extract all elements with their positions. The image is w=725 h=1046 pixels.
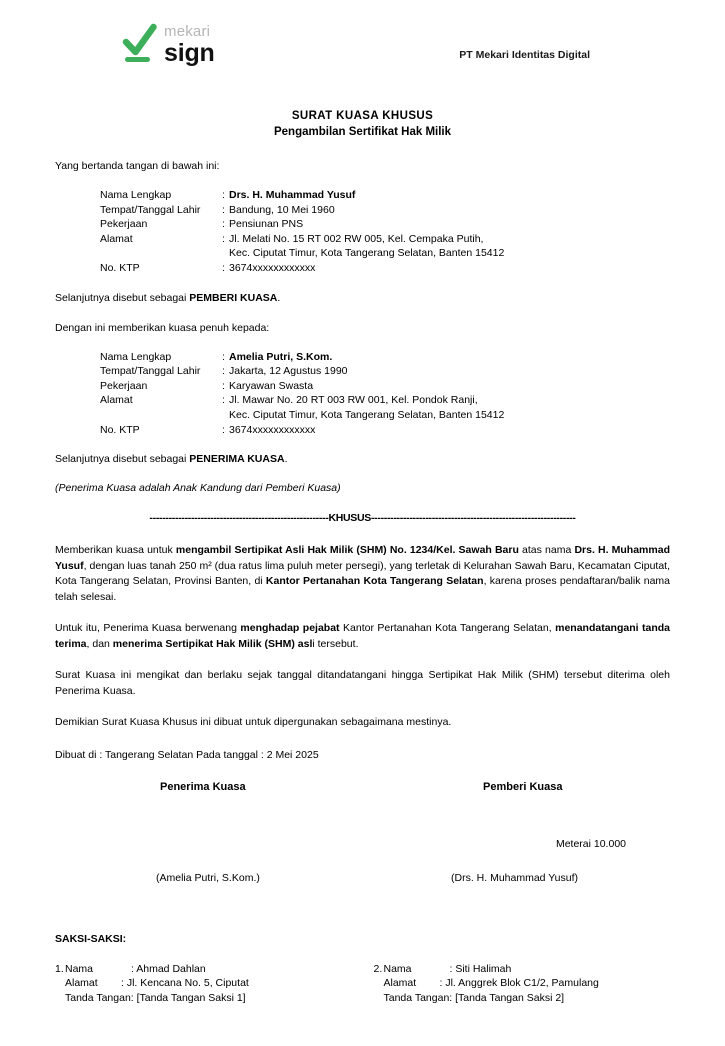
grantor-address-line1: Jl. Melati No. 15 RT 002 RW 005, Kel. Cempaka Putih, — [229, 232, 484, 245]
grantor-role-label: PEMBERI KUASA — [189, 291, 278, 304]
witness-section-title: SAKSI-SAKSI: — [55, 932, 127, 945]
grantee-address-row — [100, 393, 670, 408]
document-page — [0, 22, 725, 1046]
grant-intro-text: Dengan ini memberikan kuasa penuh kepada: — [55, 321, 270, 334]
grantor-name-colon: : — [222, 189, 225, 201]
witness-2-number: 2. — [373, 962, 383, 975]
witness-2-name-row — [374, 962, 671, 977]
made-at-line: Dibuat di : Tangerang Selatan Pada tanggal : 2 Mei 2025 — [55, 748, 319, 761]
khusus-dashes-right: ---------------------------------------------------------------- — [370, 512, 576, 525]
grantor-id-colon: : — [222, 261, 225, 274]
paragraph-authority-powers-run-3: menandatangani tanda terima — [55, 622, 671, 650]
grantor-statement-suffix: . — [277, 291, 281, 304]
document-title-block — [55, 108, 670, 140]
grantor-address-row — [100, 232, 670, 247]
grantor-birth-value: Bandung, 10 Mei 1960 — [229, 203, 335, 216]
green-check-icon — [122, 22, 158, 68]
paragraph-authority-powers-run-5: menerima Sertipikat Hak Milik (SHM) asl — [112, 637, 313, 650]
paragraph-authority-scope-run-5: Kantor Pertanahan Kota Tangerang Selatan — [265, 575, 484, 588]
witness-1-signature-row: Tanda Tangan: [Tanda Tangan Saksi 1] — [65, 991, 246, 1004]
grantee-address-colon: : — [222, 394, 225, 407]
grantee-job-label: Pekerjaan — [100, 379, 148, 392]
paragraph-validity-period-run-0: Surat Kuasa ini mengikat dan berlaku sejak tanggal ditandatangani hingga Sertipikat Hak Milik (SHM) tersebut diterima oleh Penerima Kuasa. — [55, 669, 670, 697]
grantor-job-label: Pekerjaan — [100, 218, 148, 231]
logo-mekari-text: mekari — [164, 23, 211, 40]
grantee-id-value: 3674xxxxxxxxxxxx — [229, 423, 316, 436]
grantee-name-row — [100, 350, 670, 365]
witness-column-1 — [55, 962, 352, 1006]
grantor-name-label: Nama Lengkap — [100, 189, 172, 201]
document-subtitle: Pengambilan Sertifikat Hak Milik — [273, 126, 452, 138]
grantee-job-row — [100, 379, 670, 394]
grantor-address-label: Alamat — [100, 232, 133, 245]
relation-note: (Penerima Kuasa adalah Anak Kandung dari Pemberi Kuasa) — [55, 482, 341, 495]
grantee-name-colon: : — [222, 350, 225, 363]
stamp-note: Meterai 10.000 — [555, 837, 626, 850]
signature-names — [55, 872, 670, 892]
witness-2-address-label: Alamat — [383, 977, 417, 990]
witness-2-address-value: : Jl. Anggrek Blok C1/2, Pamulang — [439, 977, 599, 990]
witness-grid — [55, 962, 670, 1006]
grantee-statement-suffix: . — [284, 453, 288, 466]
grantor-name-value: Drs. H. Muhammad Yusuf — [229, 189, 356, 201]
paragraph-authority-powers-run-2: Kantor Pertanahan Kota Tangerang Selatan, — [339, 622, 556, 635]
grantor-birth-colon: : — [222, 203, 225, 216]
grantee-name-label: Nama Lengkap — [100, 350, 172, 363]
company-name: PT Mekari Identitas Digital — [459, 49, 590, 61]
paragraph-authority-powers — [55, 621, 670, 652]
document-title: SURAT KUASA KHUSUS — [291, 110, 434, 122]
grantor-address-colon: : — [222, 232, 225, 245]
grantor-address-line2: Kec. Ciputat Timur, Kota Tangerang Selatan, Banten 15412 — [229, 247, 505, 260]
witness-column-2 — [374, 962, 671, 1006]
grantee-birth-row — [100, 364, 670, 379]
paragraph-authority-scope-run-1: mengambil Sertipikat Asli Hak Milik (SHM) No. 1234/Kel. Sawah Baru — [175, 544, 519, 557]
paragraph-authority-scope-run-3: Drs. H. Muhammad Yusuf — [55, 544, 670, 572]
grantor-job-value: Pensiunan PNS — [229, 218, 304, 231]
logo-sign-text: sign — [164, 39, 215, 67]
witness-2-address-row — [374, 976, 671, 991]
signature-name-grantor: (Drs. H. Muhammad Yusuf) — [451, 871, 579, 884]
witness-2-name-label: Nama — [383, 962, 412, 975]
grantor-name-row — [100, 188, 670, 203]
grantee-job-colon: : — [222, 379, 225, 392]
witness-1-name-value: : Ahmad Dahlan — [131, 962, 206, 975]
grantor-birth-label: Tempat/Tanggal Lahir — [100, 203, 201, 216]
grantor-id-label: No. KTP — [100, 261, 140, 274]
paragraph-authority-powers-run-6: i tersebut. — [312, 637, 359, 650]
grantor-job-colon: : — [222, 218, 225, 231]
paragraph-authority-scope-run-0: Memberikan kuasa untuk — [55, 544, 176, 557]
grantee-address-label: Alamat — [100, 394, 133, 407]
witness-1-name-row — [55, 962, 352, 977]
grantee-id-colon: : — [222, 423, 225, 436]
khusus-label: KHUSUS — [328, 512, 371, 525]
signature-heading-grantee: Penerima Kuasa — [160, 780, 246, 793]
witness-1-name-label: Nama — [65, 962, 94, 975]
paragraph-authority-scope-run-6: , karena proses pendaftaran/balik nama telah selesai. — [55, 575, 670, 603]
grantee-name-value: Amelia Putri, S.Kom. — [229, 350, 333, 363]
paragraph-authority-powers-run-1: menghadap pejabat — [240, 622, 340, 635]
grantee-statement — [55, 452, 670, 467]
logo-wordmark — [164, 24, 215, 66]
grantor-id-row — [100, 261, 670, 276]
mekari-sign-logo — [122, 22, 215, 68]
document-header — [0, 22, 725, 94]
grantee-details — [100, 350, 670, 438]
grantee-role-label: PENERIMA KUASA — [189, 453, 285, 466]
grantor-statement — [55, 291, 670, 306]
signature-heading-grantor: Pemberi Kuasa — [483, 780, 563, 793]
khusus-divider — [55, 512, 670, 524]
paragraph-container — [55, 543, 670, 731]
grantee-address-line1: Jl. Mawar No. 20 RT 003 RW 001, Kel. Pondok Ranji, — [229, 394, 478, 407]
signature-headings — [55, 781, 670, 799]
grantor-statement-prefix: Selanjutnya disebut sebagai — [55, 291, 190, 304]
grantor-details — [100, 188, 670, 276]
paragraph-validity-period — [55, 668, 670, 699]
grantor-birth-row — [100, 203, 670, 218]
grantee-id-label: No. KTP — [100, 423, 140, 436]
intro-text: Yang bertanda tangan di bawah ini: — [55, 160, 220, 172]
paragraph-authority-powers-run-0: Untuk itu, Penerima Kuasa berwenang — [55, 622, 241, 635]
grantor-id-value: 3674xxxxxxxxxxxx — [229, 261, 316, 274]
grantor-job-row — [100, 217, 670, 232]
khusus-dashes-left: -------------------------------------------------------- — [149, 512, 329, 525]
paragraph-authority-scope — [55, 543, 670, 605]
document-body — [0, 108, 725, 1005]
grantee-id-row — [100, 423, 670, 438]
paragraph-authority-scope-run-2: atas nama — [518, 544, 575, 557]
grantee-statement-prefix: Selanjutnya disebut sebagai — [55, 453, 190, 466]
grantee-job-value: Karyawan Swasta — [229, 379, 314, 392]
grantee-birth-label: Tempat/Tanggal Lahir — [100, 365, 201, 378]
paragraph-closing-run-0: Demikian Surat Kuasa Khusus ini dibuat untuk dipergunakan sebagaimana mestinya. — [55, 716, 452, 729]
witness-1-address-label: Alamat — [65, 977, 98, 990]
witness-1-number: 1. — [55, 962, 64, 975]
witness-1-address-value: : Jl. Kencana No. 5, Ciputat — [121, 977, 249, 990]
grantee-birth-colon: : — [222, 365, 225, 378]
witness-2-name-value: : Siti Halimah — [449, 962, 512, 975]
paragraph-closing — [55, 715, 670, 731]
grantee-address-line2: Kec. Ciputat Timur, Kota Tangerang Selatan, Banten 15412 — [229, 408, 505, 421]
grantee-birth-value: Jakarta, 12 Agustus 1990 — [229, 365, 348, 378]
paragraph-authority-powers-run-4: , dan — [86, 637, 113, 650]
paragraph-authority-scope-run-4: , dengan luas tanah 250 m² (dua ratus lima puluh meter persegi), yang terletak di Kelurahan Sawah Baru, Kecamatan Ciputat, Kota Tangerang Selatan, Provinsi Banten, di — [55, 559, 670, 588]
witness-1-address-row — [55, 976, 352, 991]
witness-2-signature-row: Tanda Tangan: [Tanda Tangan Saksi 2] — [383, 991, 565, 1004]
signature-name-grantee: (Amelia Putri, S.Kom.) — [156, 871, 260, 884]
